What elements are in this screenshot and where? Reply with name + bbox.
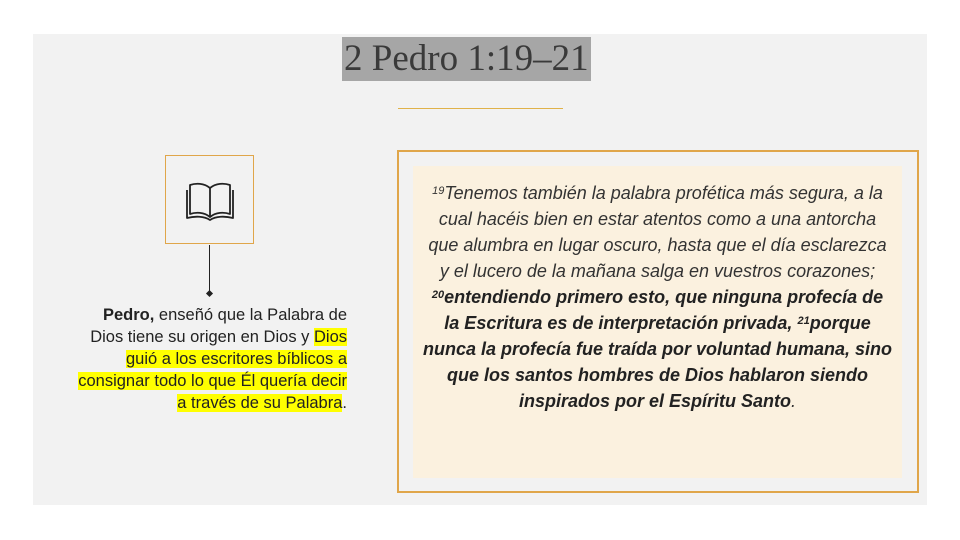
title-underline	[398, 108, 563, 109]
bible-quote	[422, 180, 893, 414]
slide-title: 2 Pedro 1:19–21	[344, 38, 589, 79]
verse-19-number: 19	[432, 185, 445, 197]
description-end: .	[342, 394, 347, 412]
description-highlight: Dios guió a los escritores bíblicos a consignar todo lo que Él quería decir a través de su Palabra	[78, 328, 347, 412]
verse-21-number: 21	[797, 315, 810, 327]
open-book-icon	[184, 178, 236, 222]
connector-line	[209, 245, 210, 292]
verse-21-text: porque nunca la profecía fue traída por voluntad humana, sino que los santos hombres de Dios hablaron siendo inspirados por el Espíritu Santo	[422, 313, 893, 411]
description-plain: enseñó que la Palabra de Dios tiene su origen en Dios y	[90, 306, 347, 346]
quote-end: .	[791, 391, 797, 411]
description-text	[70, 304, 347, 414]
verse-19-text: Tenemos también la palabra profética más segura, a la cual hacéis bien en estar atentos como a una antorcha que alumbra en lugar oscuro, hasta que el día esclarezca y el lucero de la mañana salga en vuestros corazones;	[428, 183, 887, 281]
description-bold-name: Pedro,	[102, 306, 155, 324]
verse-20-number: 20	[431, 289, 445, 301]
icon-frame	[165, 155, 254, 244]
verse-20-text: entendiendo primero esto, que ninguna profecía de la Escritura es de interpretación privada,	[444, 287, 884, 333]
